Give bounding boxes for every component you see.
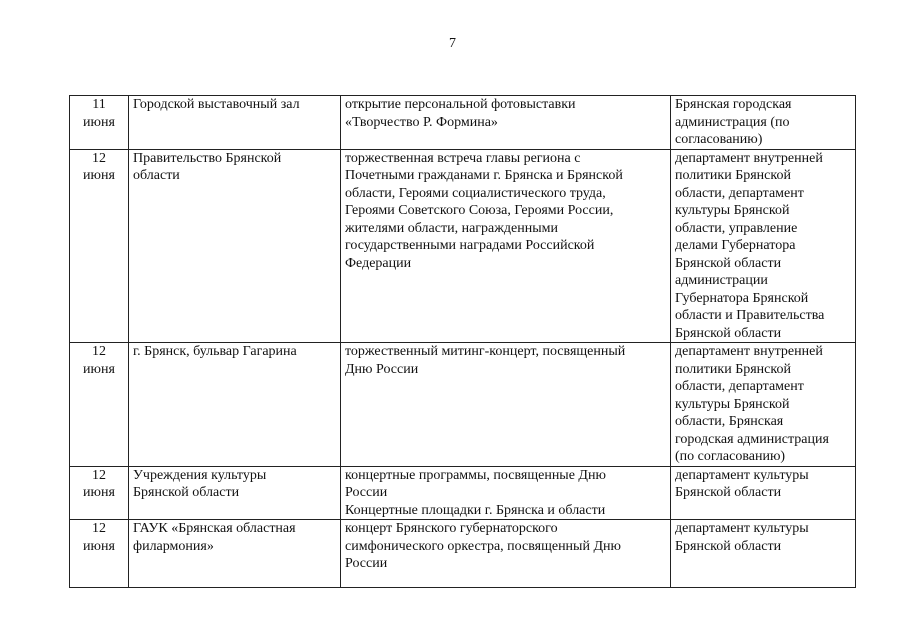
place-cell: Правительство Брянской области: [129, 149, 341, 343]
event-cell: концерт Брянского губернаторского симфонического оркестра, посвященный Дню России: [341, 520, 671, 588]
table-row: [70, 520, 856, 588]
date-cell: 11 июня: [70, 96, 129, 150]
event-cell: концертные программы, посвященные Дню России Концертные площадки г. Брянска и области: [341, 466, 671, 520]
event-cell: торжественный митинг-концерт, посвященный Дню России: [341, 343, 671, 467]
place-cell: ГАУК «Брянская областная филармония»: [129, 520, 341, 588]
date-cell: 12 июня: [70, 466, 129, 520]
responsible-cell: департамент внутренней политики Брянской области, департамент культуры Брянской области, управление делами Губернатора Брянской области администрации Губернатора Брянской области и Правительства Брянской области: [671, 149, 856, 343]
responsible-cell: Брянская городская администрация (по согласованию): [671, 96, 856, 150]
date-cell: 12 июня: [70, 343, 129, 467]
place-cell: Городской выставочный зал: [129, 96, 341, 150]
responsible-cell: департамент внутренней политики Брянской области, департамент культуры Брянской области, Брянская городская администрация (по согласованию): [671, 343, 856, 467]
date-cell: 12 июня: [70, 149, 129, 343]
page-number: 7: [449, 36, 456, 51]
place-cell: Учреждения культуры Брянской области: [129, 466, 341, 520]
responsible-cell: департамент культуры Брянской области: [671, 520, 856, 588]
table-row: [70, 149, 856, 343]
responsible-cell: департамент культуры Брянской области: [671, 466, 856, 520]
event-cell: открытие персональной фотовыставки «Творчество Р. Формина»: [341, 96, 671, 150]
table-row: [70, 466, 856, 520]
event-cell: торжественная встреча главы региона с Почетными гражданами г. Брянска и Брянской области, Героями социалистического труда, Героями Советского Союза, Героями России, жителями области, награжденными государственными наградами Российской Федерации: [341, 149, 671, 343]
table-row: [70, 96, 856, 150]
events-table: [69, 95, 856, 588]
date-cell: 12 июня: [70, 520, 129, 588]
table-row: [70, 343, 856, 467]
place-cell: г. Брянск, бульвар Гагарина: [129, 343, 341, 467]
